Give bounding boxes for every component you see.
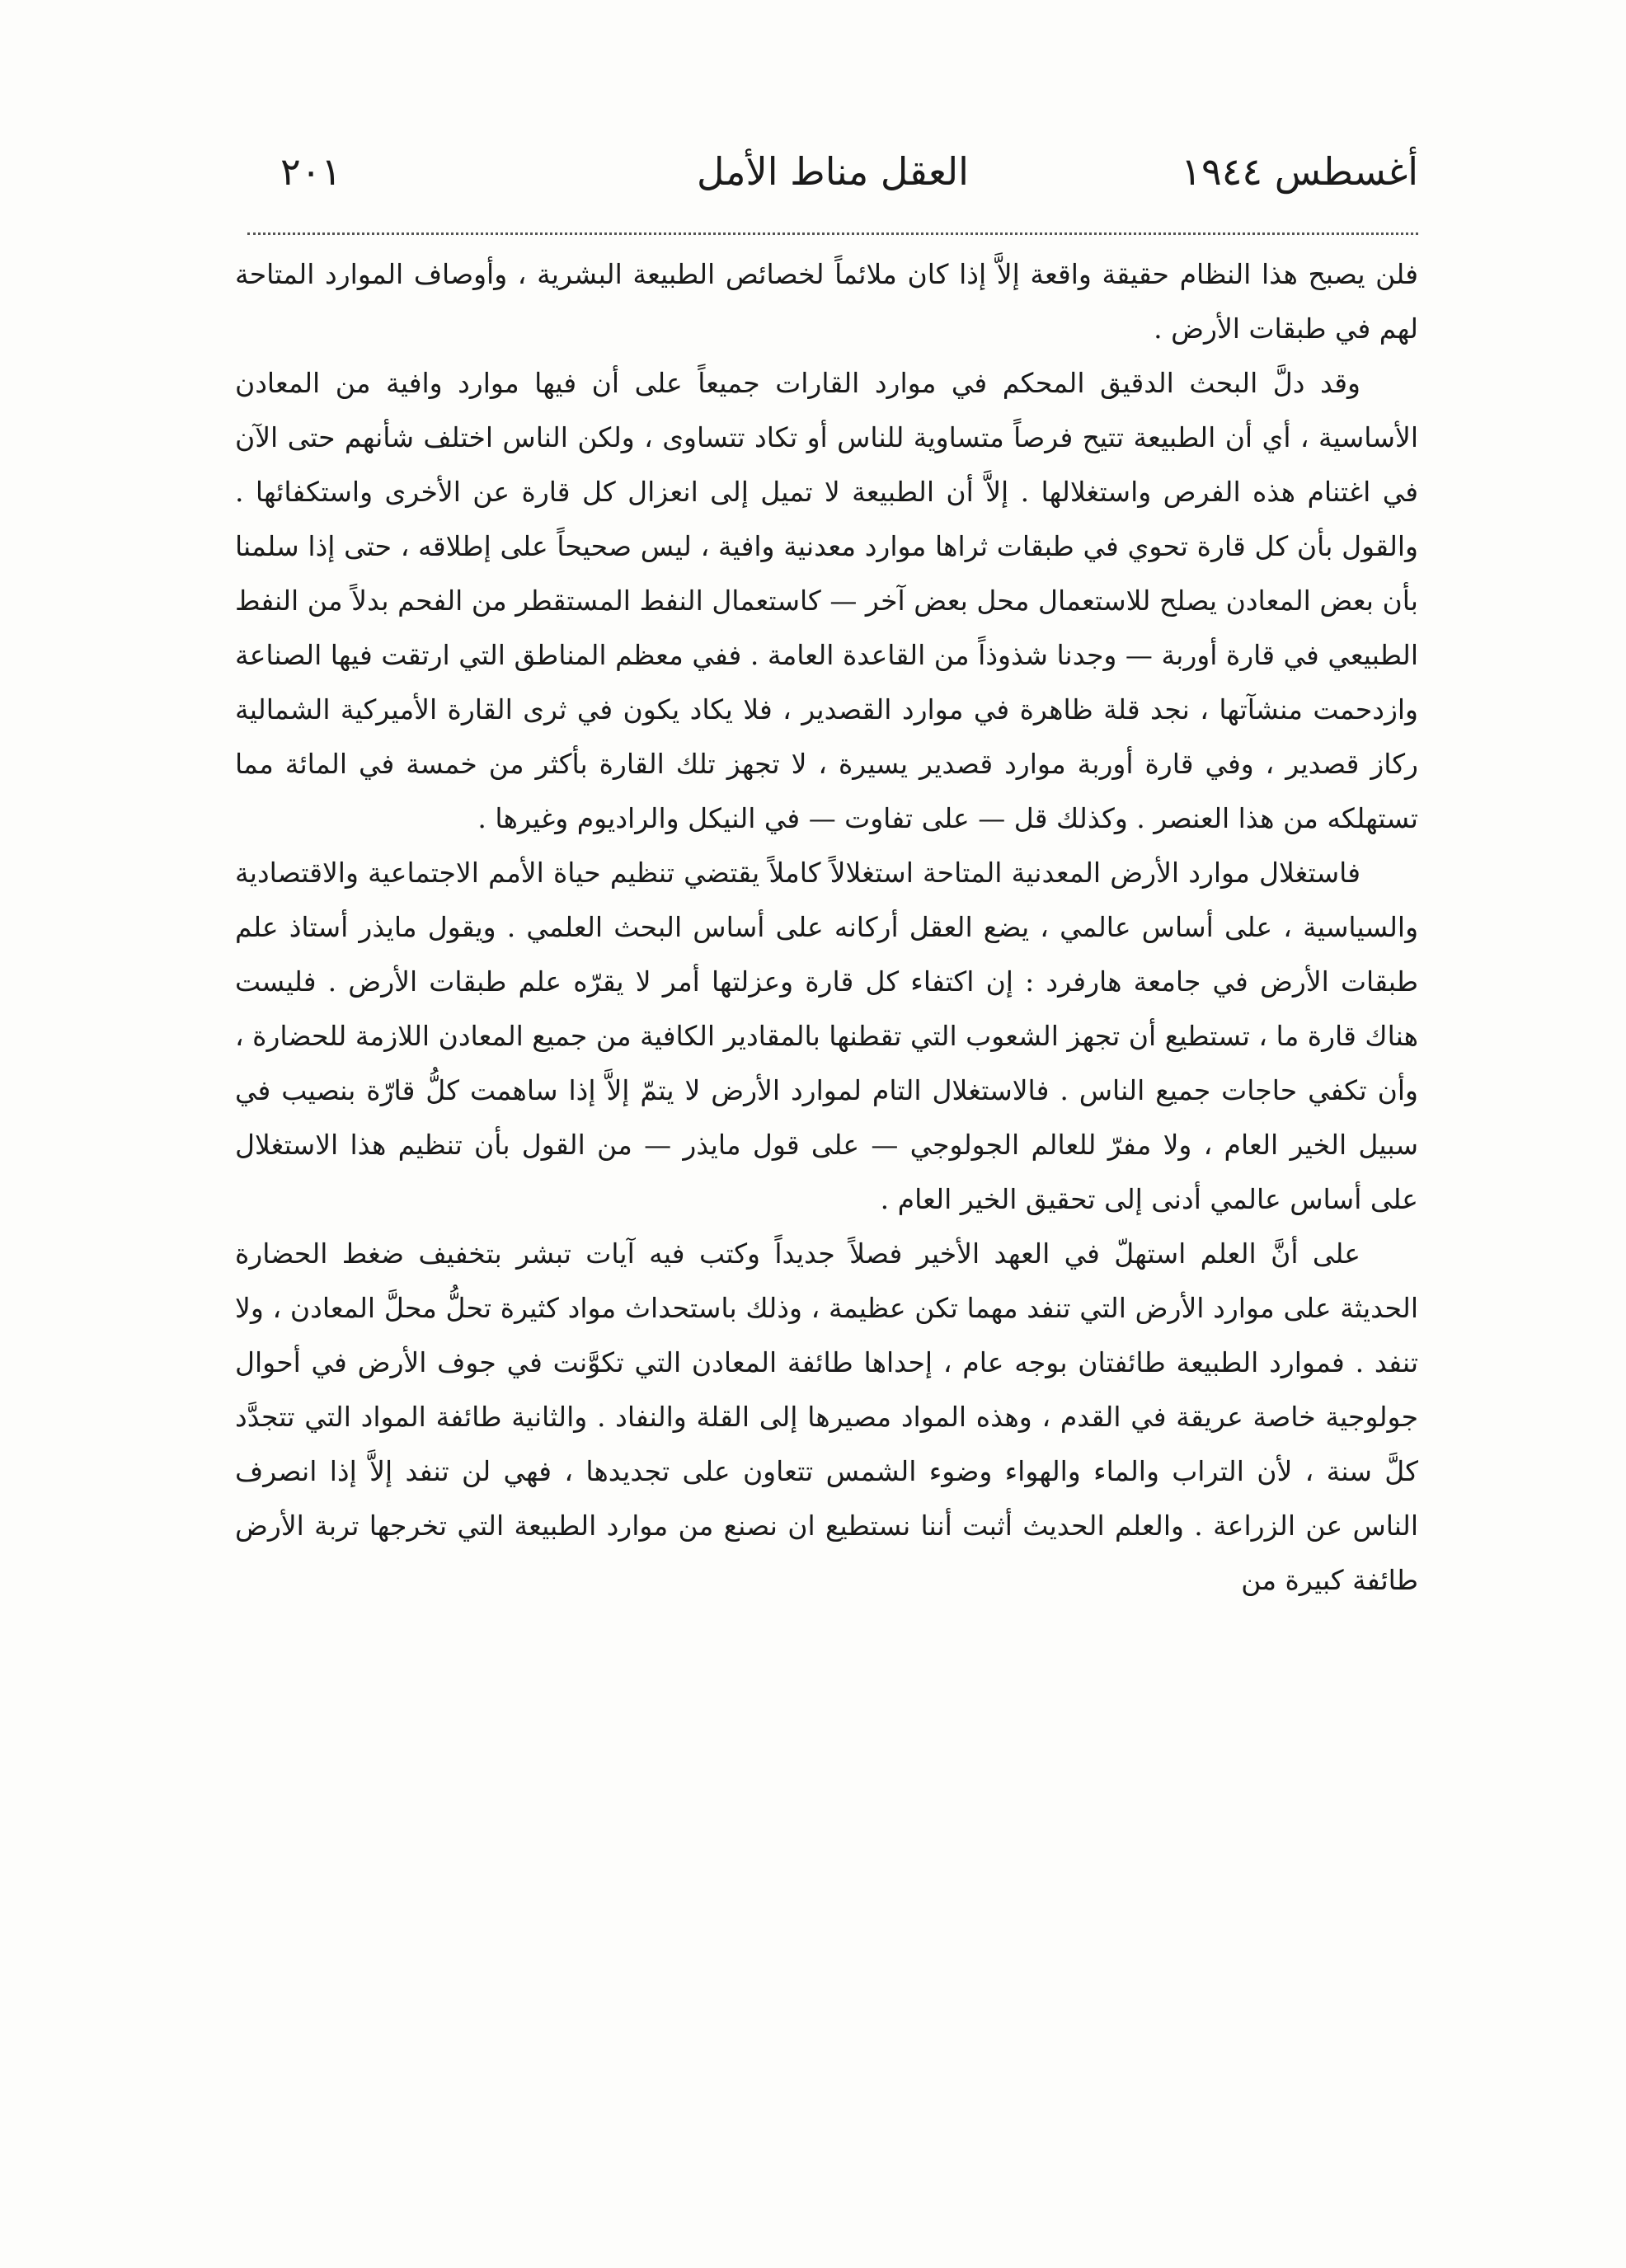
- running-title: العقل مناط الأمل: [697, 149, 969, 194]
- paragraph: وقد دلَّ البحث الدقيق المحكم في موارد القارات جميعاً على أن فيها موارد وافية من المعادن الأساسية ، أي أن الطبيعة تتيح فرصاً متساوية للناس أو تكاد تتساوى ، ولكن الناس اختلف شأنهم حتى الآن في اغتنام هذه الفرص واستغلالها . إلاَّ أن الطبيعة لا تميل إلى انعزال كل قارة عن الأخرى واستكفائها . والقول بأن كل قارة تحوي في طبقات ثراها موارد معدنية وافية ، ليس صحيحاً على إطلاقه ، حتى إذا سلمنا بأن بعض المعادن يصلح للاستعمال محل بعض آخر — كاستعمال النفط المستقطر من الفحم بدلاً من النفط الطبيعي في قارة أوربة — وجدنا شذوذاً من القاعدة العامة . ففي معظم المناطق التي ارتقت فيها الصناعة وازدحمت منشآتها ، نجد قلة ظاهرة في موارد القصدير ، فلا يكاد يكون في ثرى القارة الأميركية الشمالية ركاز قصدير ، وفي قارة أوربة موارد قصدير يسيرة ، لا تجهز تلك القارة بأكثر من خمسة في المائة مما تستهلكه من هذا العنصر . وكذلك قل — على تفاوت — في النيكل والراديوم وغيرها .: [235, 367, 1418, 834]
- paragraph: فاستغلال موارد الأرض المعدنية المتاحة استغلالاً كاملاً يقتضي تنظيم حياة الأمم الاجتماعية والاقتصادية والسياسية ، على أساس عالمي ، يضع العقل أركانه على أساس البحث العلمي . ويقول مايذر أستاذ علم طبقات الأرض في جامعة هارفرد : إن اكتفاء كل قارة وعزلتها أمر لا يقرّه علم طبقات الأرض . فليست هناك قارة ما ، تستطيع أن تجهز الشعوب التي تقطنها بالمقادير الكافية من جميع المعادن اللازمة للحضارة ، وأن تكفي حاجات جميع الناس . فالاستغلال التام لموارد الأرض لا يتمّ إلاَّ إذا ساهمت كلُّ قارّة بنصيب في سبيل الخير العام ، ولا مفرّ للعالم الجولوجي — على قول مايذر — من القول بأن تنظيم هذا الاستغلال على أساس عالمي أدنى إلى تحقيق الخير العام .: [235, 857, 1418, 1215]
- page-number: ٢٠١: [280, 149, 342, 194]
- header-rule: [247, 232, 1418, 235]
- paragraph: فلن يصبح هذا النظام حقيقة واقعة إلاَّ إذا كان ملائماً لخصائص الطبيعة البشرية ، وأوصاف الموارد المتاحة لهم في طبقات الأرض .: [235, 258, 1418, 345]
- page-header: [247, 139, 1418, 204]
- issue-date: أغسطس ١٩٤٤: [1181, 149, 1418, 194]
- article-body: [235, 247, 1418, 2242]
- paragraph: على أنَّ العلم استهلّ في العهد الأخير فصلاً جديداً وكتب فيه آيات تبشر بتخفيف ضغط الحضارة الحديثة على موارد الأرض التي تنفد مهما تكن عظيمة ، وذلك باستحداث مواد كثيرة تحلُّ محلَّ المعادن ، ولا تنفد . فموارد الطبيعة طائفتان بوجه عام ، إحداها طائفة المعادن التي تكوَّنت في جوف الأرض في أحوال جولوجية خاصة عريقة في القدم ، وهذه المواد مصيرها إلى القلة والنفاد . والثانية طائفة المواد التي تتجدَّد كلَّ سنة ، لأن التراب والماء والهواء وضوء الشمس تتعاون على تجديدها ، فهي لن تنفد إلاَّ إذا انصرف الناس عن الزراعة . والعلم الحديث أثبت أننا نستطيع ان نصنع من موارد الطبيعة التي تخرجها تربة الأرض طائفة كبيرة من: [235, 1237, 1418, 1596]
